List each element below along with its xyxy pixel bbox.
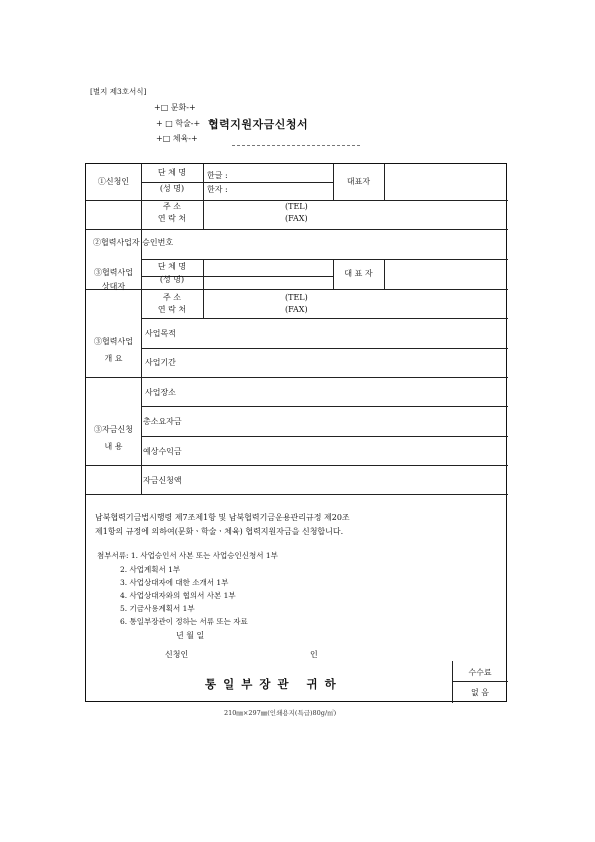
total-funds-label: 총소요자금 [143, 417, 182, 426]
partner-fax-field[interactable]: (FAX) [285, 305, 308, 314]
divider [452, 681, 508, 682]
divider [141, 318, 508, 319]
divider [86, 377, 508, 378]
applicant-hanja-name-field[interactable]: 한자 : [207, 185, 228, 194]
divider [203, 289, 204, 319]
attachment-item: 5. 기금사용계획서 1부 [120, 604, 195, 613]
divider [141, 436, 508, 437]
attachment-item: 3. 사업상대자에 대한 소개서 1부 [120, 578, 229, 587]
applicant-sign-label: 신청인 [165, 650, 189, 659]
project-period-label: 사업기간 [145, 358, 176, 367]
funding-label: ③자금신청 [94, 425, 133, 434]
project-place-label: 사업장소 [145, 388, 176, 397]
partner-name-label: (성 명) [159, 275, 185, 284]
partner-label: ③협력사업 [94, 268, 133, 277]
option-sports[interactable]: +□ 체육-+ [156, 134, 198, 143]
addressee: 통일부장관 귀하 [205, 677, 343, 691]
option-academic[interactable]: + □ 학술-+ [156, 119, 201, 128]
paper-size-note: 210㎜×297㎜(인쇄용지(특급)80g/㎡) [224, 709, 337, 717]
seal-mark[interactable]: 인 [310, 650, 318, 659]
overview-label-line2: 개 요 [104, 354, 123, 363]
partner-tel-field[interactable]: (TEL) [285, 293, 308, 302]
statement-line-2: 제1항의 규정에 의하여(문화ㆍ학술ㆍ체육) 협력지원자금을 신청합니다. [95, 527, 344, 536]
form-title: 협력지원자금신청서 [208, 118, 309, 131]
applicant-rep-label: 대표자 [346, 177, 371, 186]
overview-label: ③협력사업 [94, 337, 133, 346]
attachment-item: 2. 사업계획서 1부 [120, 565, 181, 574]
applicant-label: ①신청인 [97, 177, 130, 186]
divider [86, 465, 508, 466]
applicant-korean-name-field[interactable]: 한글 : [207, 171, 228, 180]
partner-address-label: 주 소 [163, 293, 181, 302]
attachment-item: 6. 통일부장관이 정하는 서류 또는 자료 [120, 617, 248, 626]
partner-rep-label: 대 표 자 [344, 269, 373, 278]
fee-label: 수수료 [468, 668, 492, 677]
applicant-org-name-label: 단 체 명 [157, 168, 187, 177]
applicant-contact-label: 연 락 처 [157, 214, 187, 223]
date-line[interactable]: 년 월 일 [176, 631, 205, 640]
divider [86, 229, 508, 230]
statement-line-1: 남북협력기금법시행령 제7조제1항 및 남북협력기금운용관리규정 제20조 [95, 513, 350, 522]
divider [86, 494, 508, 495]
applicant-name-label: (성 명) [159, 184, 185, 193]
divider [203, 259, 204, 289]
divider [384, 259, 385, 289]
applicant-fax-field[interactable]: (FAX) [285, 214, 308, 223]
divider [203, 164, 204, 229]
project-purpose-label: 사업목적 [145, 329, 176, 338]
fee-value: 없 음 [471, 688, 489, 697]
expected-income-label: 예상수익금 [143, 447, 182, 456]
attachment-item: 4. 사업상대자와의 협의서 사본 1부 [120, 591, 236, 600]
divider [141, 406, 508, 407]
divider [86, 289, 508, 290]
application-form-table [85, 163, 507, 702]
requested-amount-label: 자금신청액 [143, 476, 182, 485]
funding-label-line2: 내 용 [104, 442, 123, 451]
title-underline-divider [232, 145, 360, 146]
applicant-tel-field[interactable]: (TEL) [285, 202, 308, 211]
partner-org-name-label: 단 체 명 [157, 262, 187, 271]
divider [384, 164, 385, 200]
attachment-item: 첨부서류: 1. 사업승인서 사본 또는 사업승인신청서 1부 [97, 551, 278, 560]
option-culture[interactable]: +□ 문화-+ [154, 103, 196, 112]
partner-label-line2: 상대자 [101, 282, 126, 291]
form-number: [별지 제3호서식] [90, 87, 147, 96]
divider [141, 259, 508, 260]
divider [141, 348, 508, 349]
partner-contact-label: 연 락 처 [157, 305, 187, 314]
applicant-address-label: 주 소 [163, 202, 181, 211]
approval-number-label: ②협력사업자 승인번호 [93, 238, 174, 247]
